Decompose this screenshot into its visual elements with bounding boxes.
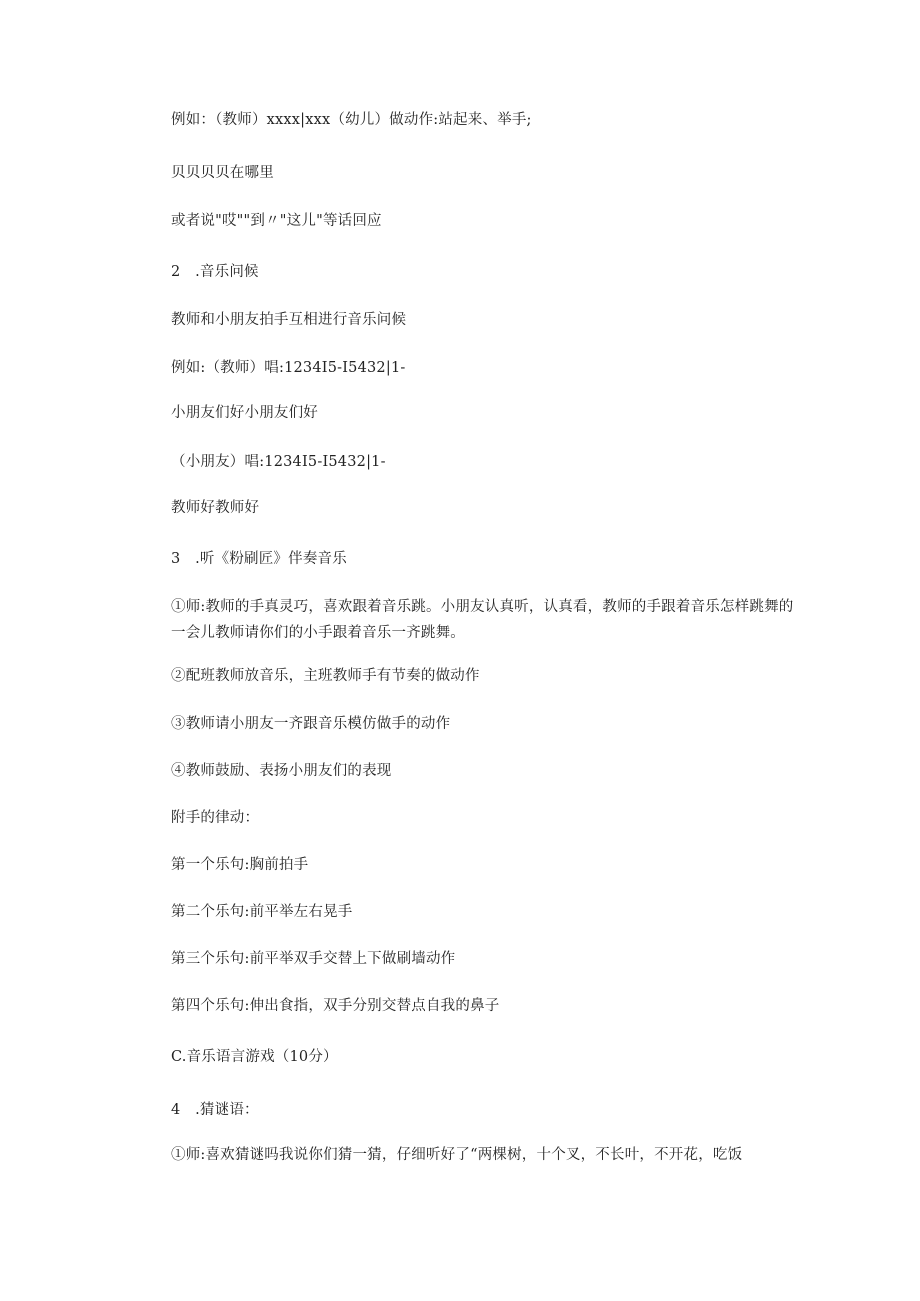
text-line: 第三个乐句:前平举双手交替上下做刷墙动作 [171,951,456,967]
text-line: 例如：（教师）xxxx|xxx（幼儿）做动作:站起来、举手; [171,112,532,128]
text-line: 第一个乐句:胸前拍手 [171,857,309,873]
text-line: 第四个乐句:伸出食指，双手分别交替点自我的鼻子 [171,998,500,1014]
text-line: 附手的律动： [171,810,260,826]
text-line: ③教师请小朋友一齐跟音乐模仿做手的动作 [171,716,451,732]
text-line: 小朋友们好小朋友们好 [171,405,318,421]
text-line: ④教师鼓励、表扬小朋友们的表现 [171,763,392,779]
section-heading: 4 .猜谜语： [171,1102,259,1118]
text-line: 贝贝贝贝在哪里 [171,165,274,181]
paragraph: ①师:教师的手真灵巧，喜欢跟着音乐跳。小朋友认真听，认真看，教师的手跟着音乐怎样跳舞的一会儿教师请你们的小手跟着音乐一齐跳舞。 [171,599,794,641]
section-heading: 2 .音乐问候 [171,264,259,280]
text-line: ①师:喜欢猜谜吗我说你们猜一猜，仔细听好了“两棵树，十个叉，不长叶，不开花，吃饭 [171,1147,743,1163]
section-heading: 3 .听《粉刷匠》伴奏音乐 [171,551,347,567]
text-line: 第二个乐句:前平举左右晃手 [171,904,353,920]
text-line: 或者说"哎""到〃"这儿"等话回应 [171,213,382,229]
section-heading: C.音乐语言游戏（10分） [171,1049,338,1065]
text-line: 教师和小朋友拍手互相进行音乐问候 [171,312,407,328]
text-line: ②配班教师放音乐，主班教师手有节奏的做动作 [171,668,480,684]
text-line: （小朋友）唱:1234I5-I5432|1- [171,454,386,470]
text-line: 教师好教师好 [171,500,260,516]
text-line: 例如:（教师）唱:1234I5-I5432|1- [171,360,406,376]
